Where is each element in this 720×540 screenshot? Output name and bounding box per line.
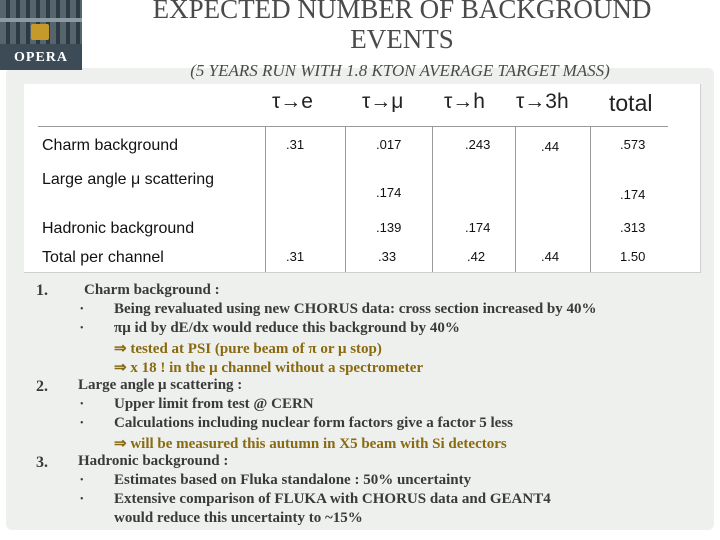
slide-title bbox=[82, 0, 720, 54]
list-item: Being revaluated using new CHORUS data: cross section increased by 40% bbox=[114, 301, 597, 317]
row-label-hadronic: Hadronic background bbox=[42, 220, 195, 237]
list-item: ⇒ will be measured this autumn in X5 beam with Si detectors bbox=[114, 436, 507, 452]
cell-value: .139 bbox=[376, 220, 402, 235]
col-header-tau-mu: τ→μ bbox=[362, 90, 404, 113]
logo-emblem bbox=[31, 24, 49, 40]
cell-value: .31 bbox=[286, 249, 305, 264]
logo-stripe bbox=[0, 18, 82, 22]
cell-value: .243 bbox=[465, 137, 491, 152]
list-number: 1. bbox=[36, 282, 48, 299]
column-divider bbox=[590, 127, 591, 272]
row-label-large-angle: Large angle μ scattering bbox=[42, 171, 214, 188]
list-heading: Large angle μ scattering : bbox=[78, 377, 243, 393]
list-number: 3. bbox=[36, 454, 48, 471]
cell-value: .31 bbox=[286, 137, 305, 152]
cell-value: .33 bbox=[378, 249, 397, 264]
bullet-icon: • bbox=[80, 494, 84, 505]
row-label-total: Total per channel bbox=[42, 249, 164, 266]
row-label-charm: Charm background bbox=[42, 137, 179, 154]
list-heading: Charm background : bbox=[84, 282, 220, 298]
list-item: Extensive comparison of FLUKA with CHORUS data and GEANT4 bbox=[114, 491, 551, 507]
bullet-icon: • bbox=[80, 418, 84, 429]
cell-value: .174 bbox=[465, 220, 491, 235]
col-header-tau-e: τ→e bbox=[272, 90, 313, 113]
logo-text: OPERA bbox=[14, 50, 68, 65]
bullet-icon: • bbox=[80, 399, 84, 410]
col-header-tau-h: τ→h bbox=[444, 90, 485, 113]
column-divider bbox=[515, 127, 516, 272]
list-number: 2. bbox=[36, 378, 48, 395]
title-line-2: EVENTS bbox=[350, 24, 454, 54]
list-heading: Hadronic background : bbox=[78, 453, 229, 469]
list-item: would reduce this uncertainty to ~15% bbox=[114, 510, 363, 526]
list-item: Estimates based on Fluka standalone : 50% uncertainty bbox=[114, 472, 472, 488]
list-item: Calculations including nuclear form factors give a factor 5 less bbox=[114, 415, 513, 431]
cell-value: .174 bbox=[376, 185, 402, 200]
bullet-icon: • bbox=[80, 475, 84, 486]
title-line-1: EXPECTED NUMBER OF BACKGROUND bbox=[152, 0, 652, 24]
cell-value: .44 bbox=[541, 139, 560, 154]
opera-logo bbox=[0, 0, 82, 70]
col-header-tau-3h: τ→3h bbox=[516, 90, 569, 113]
cell-value: .313 bbox=[620, 220, 646, 235]
header-divider bbox=[38, 126, 668, 127]
column-divider bbox=[265, 127, 266, 272]
cell-value: .017 bbox=[376, 137, 402, 152]
bullet-icon: • bbox=[80, 304, 84, 315]
cell-value: 1.50 bbox=[620, 249, 646, 264]
cell-value: .573 bbox=[620, 137, 646, 152]
cell-value: .42 bbox=[467, 249, 486, 264]
list-item: Upper limit from test @ CERN bbox=[114, 396, 314, 412]
list-item: πμ id by dE/dx would reduce this background by 40% bbox=[114, 320, 460, 336]
cell-value: .174 bbox=[620, 187, 646, 202]
bullet-icon: • bbox=[80, 323, 84, 334]
list-item: ⇒ x 18 ! in the μ channel without a spectrometer bbox=[114, 360, 424, 376]
slide-subtitle: (5 YEARS RUN WITH 1.8 KTON AVERAGE TARGET MASS) bbox=[190, 61, 610, 80]
column-divider bbox=[432, 127, 433, 272]
cell-value: .44 bbox=[541, 249, 560, 264]
list-item: ⇒ tested at PSI (pure beam of π or μ stop) bbox=[114, 341, 382, 357]
column-divider bbox=[345, 127, 346, 272]
col-header-total: total bbox=[609, 90, 653, 116]
